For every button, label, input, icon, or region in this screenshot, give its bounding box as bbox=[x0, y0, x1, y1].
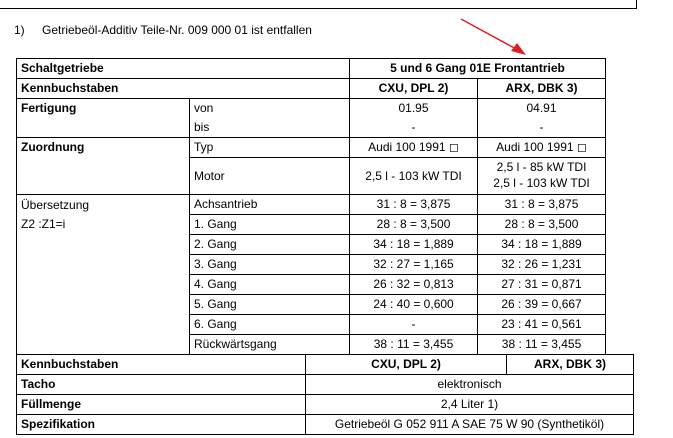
spezifikation-value: Getriebeöl G 052 911 A SAE 75 W 90 (Synthetiköl) bbox=[306, 415, 634, 435]
table-header-row bbox=[17, 59, 606, 79]
gear-name: 1. Gang bbox=[190, 215, 350, 235]
gear-b: 31 : 8 = 3,875 bbox=[478, 195, 606, 215]
gear-name: 2. Gang bbox=[190, 235, 350, 255]
fertigung-bis-b: - bbox=[478, 118, 606, 138]
gear-b: 38 : 11 = 3,455 bbox=[478, 335, 606, 355]
table-row bbox=[17, 195, 606, 215]
uebersetzung-formula: Z2 :Z1=i bbox=[21, 217, 66, 231]
gear-b: 32 : 26 = 1,231 bbox=[478, 255, 606, 275]
table-row bbox=[17, 375, 634, 395]
fertigung-label: Fertigung bbox=[17, 99, 190, 138]
gear-name: 3. Gang bbox=[190, 255, 350, 275]
tacho-value: elektronisch bbox=[306, 375, 634, 395]
gear-name: 6. Gang bbox=[190, 315, 350, 335]
table-row bbox=[17, 138, 606, 158]
fertigung-bis: bis bbox=[190, 118, 350, 138]
gear-a: 28 : 8 = 3,500 bbox=[350, 215, 478, 235]
gear-a: 24 : 40 = 0,600 bbox=[350, 295, 478, 315]
gear-b: 23 : 41 = 0,561 bbox=[478, 315, 606, 335]
gear-a: 32 : 27 = 1,165 bbox=[350, 255, 478, 275]
footnote-number: 1) bbox=[14, 23, 25, 37]
table-row bbox=[17, 355, 634, 375]
kennbuchstaben2-label: Kennbuchstaben bbox=[17, 355, 306, 375]
gear-name: Rückwärtsgang bbox=[190, 335, 350, 355]
motor-b-line1: 2,5 l - 85 kW TDI bbox=[496, 160, 587, 174]
fuellmenge-value: 2,4 Liter 1) bbox=[306, 395, 634, 415]
gear-name: 5. Gang bbox=[190, 295, 350, 315]
fertigung-von-b: 04.91 bbox=[478, 99, 606, 119]
table-row bbox=[17, 415, 634, 435]
zuordnung-typ-a: Audi 100 1991 ◻ bbox=[350, 138, 478, 158]
gear-b: 34 : 18 = 1,889 bbox=[478, 235, 606, 255]
gear-a: 38 : 11 = 3,455 bbox=[350, 335, 478, 355]
fuellmenge-label: Füllmenge bbox=[17, 395, 306, 415]
zuordnung-motor-b bbox=[478, 158, 606, 195]
gear-name: 4. Gang bbox=[190, 275, 350, 295]
spezifikation-label: Spezifikation bbox=[17, 415, 306, 435]
fertigung-bis-a: - bbox=[350, 118, 478, 138]
gear-a: 31 : 8 = 3,875 bbox=[350, 195, 478, 215]
kennbuchstaben-b: ARX, DBK 3) bbox=[478, 79, 606, 99]
gear-a: - bbox=[350, 315, 478, 335]
fertigung-von: von bbox=[190, 99, 350, 119]
gear-name: Achsantrieb bbox=[190, 195, 350, 215]
table-row bbox=[17, 99, 606, 119]
zuordnung-typ: Typ bbox=[190, 138, 350, 158]
table-row bbox=[17, 79, 606, 99]
kennbuchstaben-label: Kennbuchstaben bbox=[17, 79, 350, 99]
fertigung-von-a: 01.95 bbox=[350, 99, 478, 119]
motor-b-line2: 2,5 l - 103 kW TDI bbox=[493, 176, 590, 190]
zuordnung-motor: Motor bbox=[190, 158, 350, 195]
kennbuchstaben2-b: ARX, DBK 3) bbox=[507, 355, 634, 375]
gear-a: 34 : 18 = 1,889 bbox=[350, 235, 478, 255]
gearbox-spec-table bbox=[16, 58, 606, 355]
footnote-text: Getriebeöl-Additiv Teile-Nr. 009 000 01 ist entfallen bbox=[42, 23, 312, 37]
table-row bbox=[17, 395, 634, 415]
header-label: Schaltgetriebe bbox=[17, 59, 350, 79]
gearbox-fluid-table bbox=[16, 354, 634, 435]
kennbuchstaben-a: CXU, DPL 2) bbox=[350, 79, 478, 99]
zuordnung-label: Zuordnung bbox=[17, 138, 190, 195]
gear-a: 26 : 32 = 0,813 bbox=[350, 275, 478, 295]
gear-b: 26 : 39 = 0,667 bbox=[478, 295, 606, 315]
zuordnung-typ-b: Audi 100 1991 ◻ bbox=[478, 138, 606, 158]
uebersetzung-label-cell bbox=[17, 195, 190, 355]
gear-b: 28 : 8 = 3,500 bbox=[478, 215, 606, 235]
header-gearbox: 5 und 6 Gang 01E Frontantrieb bbox=[350, 59, 606, 79]
tacho-label: Tacho bbox=[17, 375, 306, 395]
zuordnung-motor-a: 2,5 l - 103 kW TDI bbox=[350, 158, 478, 195]
kennbuchstaben2-a: CXU, DPL 2) bbox=[306, 355, 507, 375]
uebersetzung-label: Übersetzung bbox=[21, 198, 90, 212]
gear-b: 27 : 31 = 0,871 bbox=[478, 275, 606, 295]
